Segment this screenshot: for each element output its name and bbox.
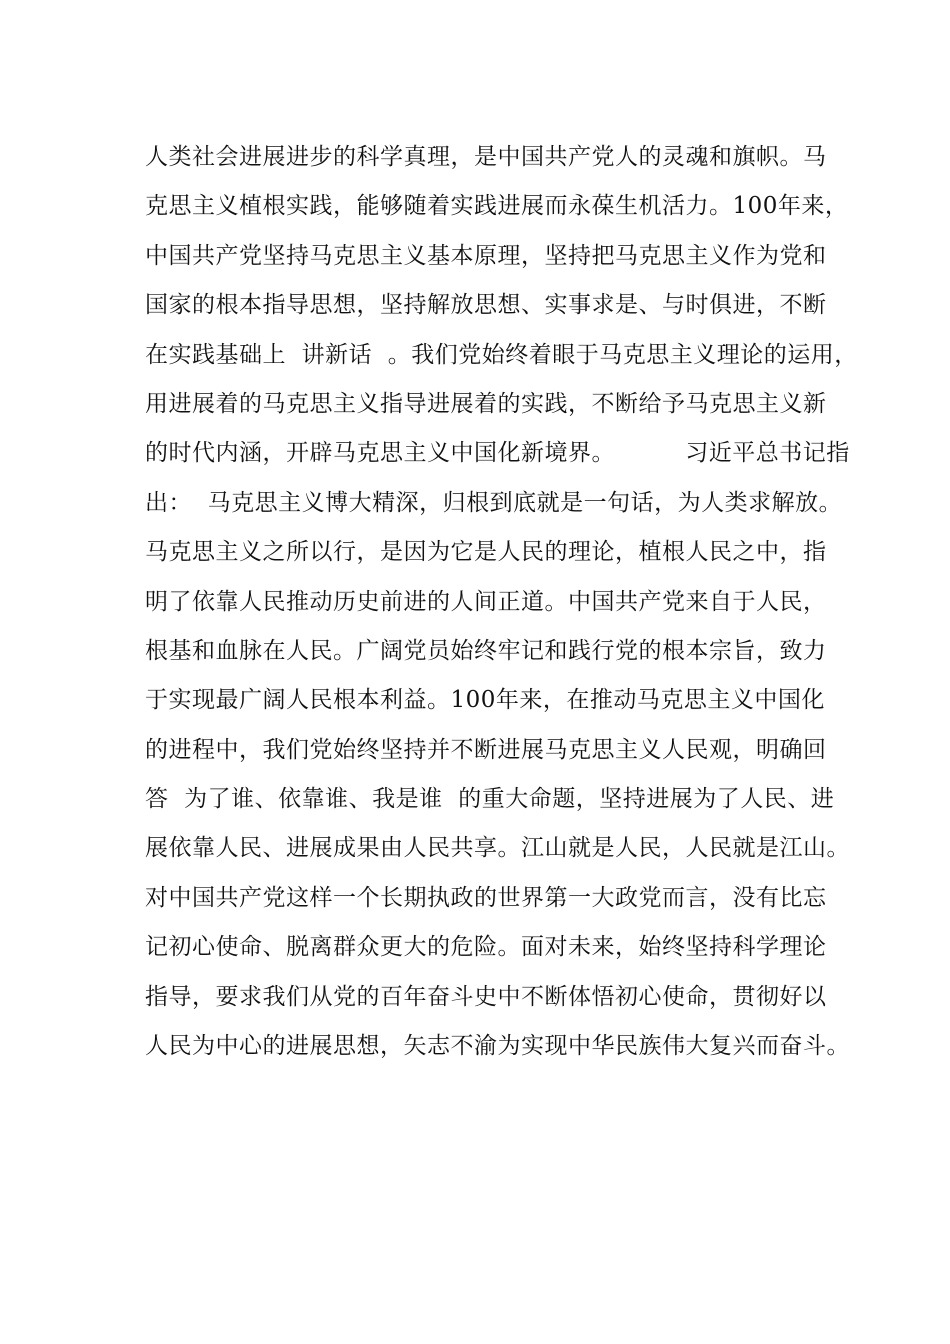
- text-line-5: 在实践基础上 讲新话 。我们党始终着眼于马克思主义理论的运用，: [145, 341, 858, 368]
- body-text: [145, 133, 858, 1071]
- text-line-3: 中国共产党坚持马克思主义基本原理，坚持把马克思主义作为党和: [145, 242, 827, 269]
- text-line-9: 马克思主义之所以行，是因为它是人民的理论，植根人民之中，指: [145, 539, 827, 566]
- text-line-19: 人民为中心的进展思想，矢志不渝为实现中华民族伟大复兴而奋斗。: [145, 1033, 850, 1060]
- text-line-12: 于实现最广阔人民根本利益。100年来，在推动马克思主义中国化: [145, 687, 825, 714]
- text-line-15: 展依靠人民、进展成果由人民共享。江山就是人民，人民就是江山。: [145, 835, 850, 862]
- text-line-6: 用进展着的马克思主义指导进展着的实践，不断给予马克思主义新: [145, 390, 827, 417]
- text-line-8: 出： 马克思主义博大精深，归根到底就是一句话，为人类求解放。: [145, 489, 843, 516]
- text-line-7: 的时代内涵，开辟马克思主义中国化新境界。 习近平总书记指: [145, 440, 850, 467]
- text-line-1: 人类社会进展进步的科学真理，是中国共产党人的灵魂和旗帜。马: [145, 144, 827, 170]
- text-line-11: 根基和血脉在人民。广阔党员始终牢记和践行党的根本宗旨，致力: [145, 637, 827, 664]
- text-line-13: 的进程中，我们党始终坚持并不断进展马克思主义人民观，明确回: [145, 736, 827, 763]
- text-line-17: 记初心使命、脱离群众更大的危险。面对未来，始终坚持科学理论: [145, 934, 827, 961]
- text-line-2: 克思主义植根实践，能够随着实践进展而永葆生机活力。100年来，: [145, 193, 849, 220]
- text-line-10: 明了依靠人民推动历史前进的人间正道。中国共产党来自于人民，: [145, 588, 827, 615]
- text-line-18: 指导，要求我们从党的百年奋斗史中不断体悟初心使命，贯彻好以: [145, 983, 827, 1010]
- text-line-14: 答 为了谁、依靠谁、我是谁 的重大命题，坚持进展为了人民、进: [145, 786, 835, 813]
- text-line-16: 对中国共产党这样一个长期执政的世界第一大政党而言，没有比忘: [145, 884, 827, 911]
- text-line-4: 国家的根本指导思想，坚持解放思想、实事求是、与时俱进，不断: [145, 292, 827, 319]
